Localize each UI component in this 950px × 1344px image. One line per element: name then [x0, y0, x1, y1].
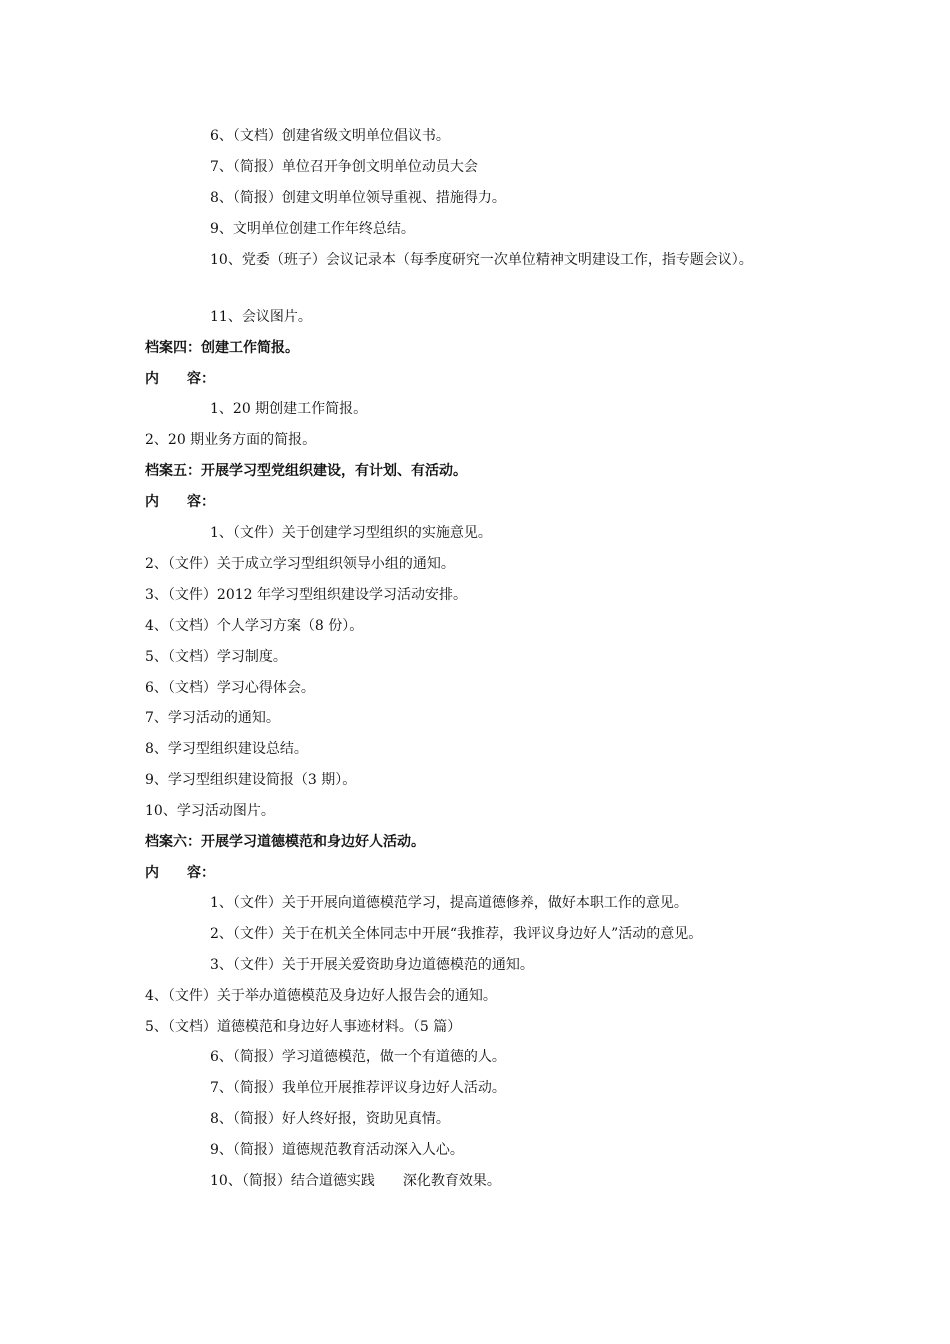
- section-heading: 档案五：开展学习型党组织建设，有计划、有活动。: [145, 463, 467, 479]
- text-line: 9、（简报）道德规范教育活动深入人心。: [210, 1142, 464, 1158]
- text-line: 8、学习型组织建设总结。: [145, 741, 308, 757]
- text-line: 1、（文件）关于开展向道德模范学习，提高道德修养，做好本职工作的意见。: [210, 895, 688, 911]
- section-heading: 档案四：创建工作简报。: [145, 340, 299, 356]
- text-line: 7、（简报）我单位开展推荐评议身边好人活动。: [210, 1080, 506, 1096]
- text-line: 6、（文档）学习心得体会。: [145, 680, 315, 696]
- text-line: 5、（文档）道德模范和身边好人事迹材料。（5 篇）: [145, 1019, 462, 1035]
- text-line: 8、（简报）创建文明单位领导重视、措施得力。: [210, 190, 506, 206]
- text-line: 2、20 期业务方面的简报。: [145, 432, 317, 448]
- text-line: 7、学习活动的通知。: [145, 710, 280, 726]
- text-line: 6、（简报）学习道德模范，做一个有道德的人。: [210, 1049, 506, 1065]
- text-line: 11、会议图片。: [210, 309, 312, 325]
- text-line: 5、（文档）学习制度。: [145, 649, 287, 665]
- text-line: 2、（文件）关于成立学习型组织领导小组的通知。: [145, 556, 455, 572]
- text-line: 4、（文件）关于举办道德模范及身边好人报告会的通知。: [145, 988, 497, 1004]
- text-line: 8、（简报）好人终好报，资助见真情。: [210, 1111, 450, 1127]
- text-line: 9、学习型组织建设简报（3 期）。: [145, 772, 357, 788]
- content-label: 内 容：: [145, 371, 215, 387]
- text-line: 2、（文件）关于在机关全体同志中开展“我推荐，我评议身边好人”活动的意见。: [210, 926, 703, 942]
- text-line: 6、（文档）创建省级文明单位倡议书。: [210, 128, 450, 144]
- text-line: 1、（文件）关于创建学习型组织的实施意见。: [210, 525, 492, 541]
- text-line: 3、（文件）关于开展关爱资助身边道德模范的通知。: [210, 957, 534, 973]
- text-line: 10、（简报）结合道德实践 深化教育效果。: [210, 1173, 501, 1189]
- text-line: 9、文明单位创建工作年终总结。: [210, 221, 415, 237]
- text-line: 3、（文件）2012 年学习型组织建设学习活动安排。: [145, 587, 467, 603]
- section-heading: 档案六：开展学习道德模范和身边好人活动。: [145, 834, 425, 850]
- content-label: 内 容：: [145, 494, 215, 510]
- text-line: 7、（简报）单位召开争创文明单位动员大会: [210, 159, 478, 175]
- content-label: 内 容：: [145, 865, 215, 881]
- text-line: 1、20 期创建工作简报。: [210, 401, 368, 417]
- text-line: 10、学习活动图片。: [145, 803, 275, 819]
- text-line: 4、（文档）个人学习方案（8 份）。: [145, 618, 364, 634]
- text-line: 10、党委（班子）会议记录本（每季度研究一次单位精神文明建设工作，指专题会议）。: [210, 252, 753, 268]
